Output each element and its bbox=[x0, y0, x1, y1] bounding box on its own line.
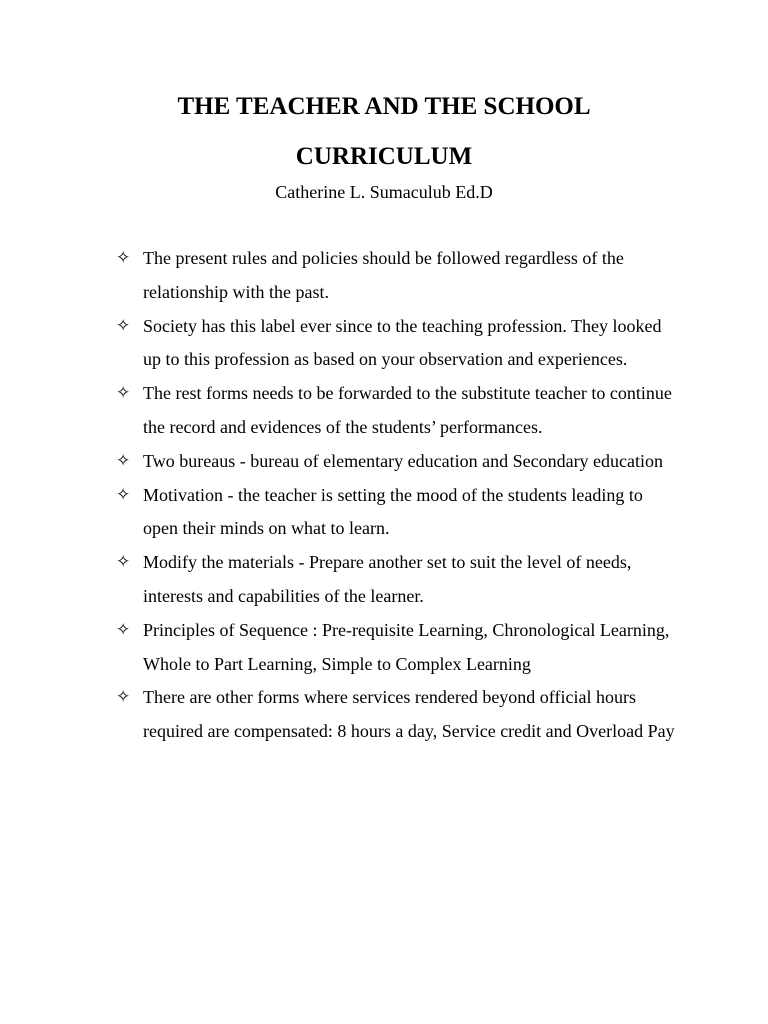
four-pointed-star-outline-icon: ✧ bbox=[116, 484, 131, 505]
bullet-text: Principles of Sequence : Pre-requisite Learning, Chronological Learning, Whole to Part Learning, Simple to Complex Learning bbox=[143, 619, 670, 674]
list-item bbox=[116, 479, 676, 547]
list-item bbox=[116, 681, 676, 749]
bullet-text: The rest forms needs to be forwarded to the substitute teacher to continue the record and evidences of the students’ performances. bbox=[143, 383, 672, 437]
four-pointed-star-outline-icon: ✧ bbox=[116, 383, 131, 404]
list-item bbox=[116, 614, 676, 682]
bullet-text: Motivation - the teacher is setting the mood of the students leading to open their minds on what to learn. bbox=[143, 484, 643, 539]
four-pointed-star-outline-icon: ✧ bbox=[116, 450, 131, 471]
four-pointed-star-outline-icon: ✧ bbox=[116, 248, 131, 268]
bullet-list bbox=[116, 242, 676, 749]
title-line-1: THE TEACHER AND THE SCHOOL bbox=[177, 93, 591, 120]
four-pointed-star-outline-icon: ✧ bbox=[116, 619, 131, 640]
document-title bbox=[0, 82, 768, 182]
four-pointed-star-outline-icon: ✧ bbox=[116, 315, 131, 336]
bullet-text: Society has this label ever since to the teaching profession. They looked up to this profession as based on your observation and experiences. bbox=[143, 315, 662, 370]
bullet-text: Modify the materials - Prepare another set to suit the level of needs, interests and capabilities of the learner. bbox=[143, 552, 632, 606]
bullet-text: There are other forms where services rendered beyond official hours required are compensated: 8 hours a day, Service credit and Overload Pay bbox=[143, 687, 675, 742]
list-item bbox=[116, 377, 676, 445]
list-item bbox=[116, 242, 676, 310]
author-name: Catherine L. Sumaculub Ed.D bbox=[275, 182, 493, 202]
list-item bbox=[116, 546, 676, 614]
list-item bbox=[116, 445, 676, 479]
bullet-text: The present rules and policies should be followed regardless of the relationship with the past. bbox=[143, 248, 624, 302]
bullet-text: Two bureaus - bureau of elementary education and Secondary education bbox=[143, 450, 664, 471]
four-pointed-star-outline-icon: ✧ bbox=[116, 687, 131, 708]
four-pointed-star-outline-icon: ✧ bbox=[116, 552, 131, 573]
title-line-2: CURRICULUM bbox=[295, 143, 473, 170]
list-item bbox=[116, 310, 676, 378]
